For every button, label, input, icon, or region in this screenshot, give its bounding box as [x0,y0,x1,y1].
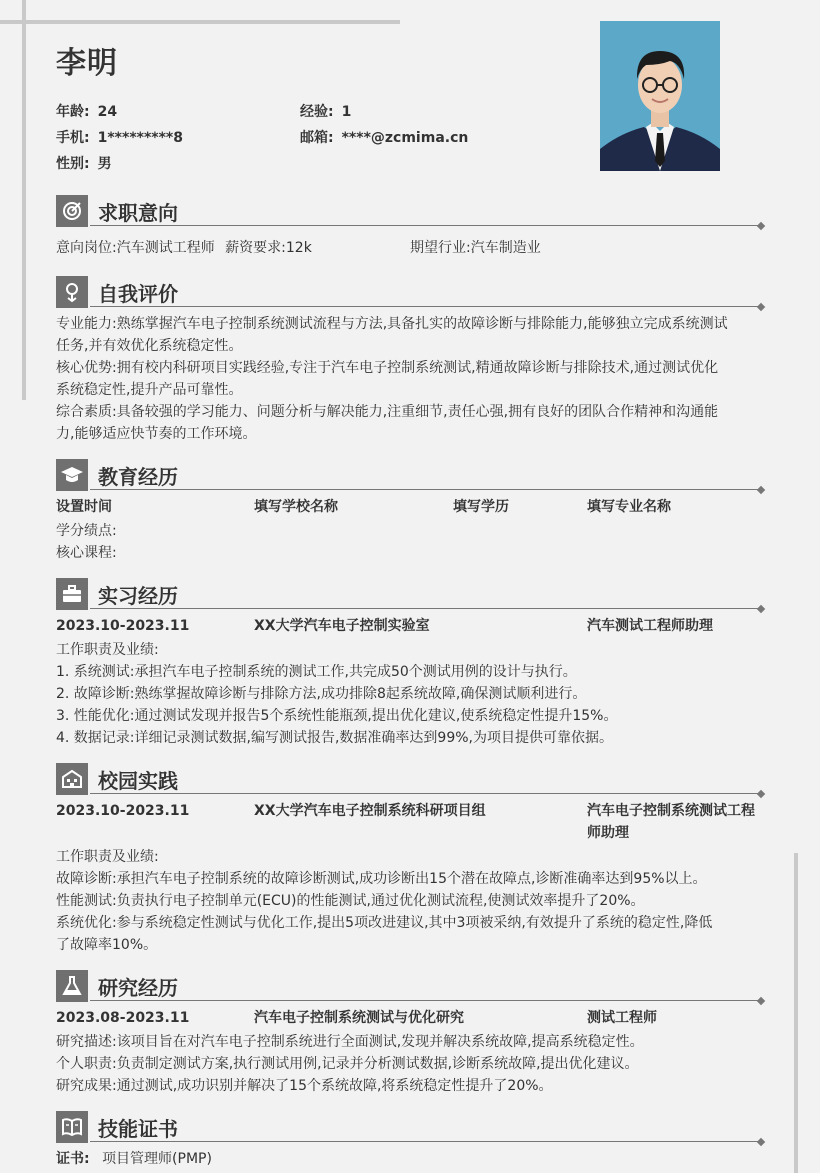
intent-industry: 期望行业:汽车制造业 [410,240,541,256]
campus-role-line: 师助理 [587,825,629,841]
skills-cert-row [56,1148,766,1170]
briefcase-icon [56,578,88,610]
campus-line: 系统优化:参与系统稳定性测试与优化工作,提出5项改进建议,其中3项被采纳,有效提升了系统的稳定性,降低 [56,915,713,931]
internship-line: 工作职责及业绩: [56,642,159,658]
self-eval-line: 专业能力:熟练掌握汽车电子控制系统测试流程与方法,具备扎实的故障诊断与排除能力,能够独立完成系统测试 [56,316,728,332]
section-header-skills [56,1111,764,1143]
experience-row [300,101,351,121]
education-gpa: 学分绩点: [56,523,117,539]
section-header-self-evaluation [56,276,764,308]
gender-row [56,153,112,173]
section-rule [90,1141,760,1142]
job-intent-row [56,237,766,259]
section-title: 实习经历 [98,584,178,608]
gender-label: 性别: [56,156,90,172]
age-value: 24 [97,104,118,120]
email-value: ****@zcmima.cn [341,130,469,146]
book-icon [56,1111,88,1143]
self-evaluation-icon [56,276,88,308]
decorative-vertical-line-right [794,853,798,1173]
campus-line: 性能测试:负责执行电子控制单元(ECU)的性能测试,通过优化测试流程,使测试效率提升了20%。 [56,893,645,909]
self-eval-line: 任务,并有效优化系统稳定性。 [56,338,243,354]
research-role: 测试工程师 [587,1010,657,1026]
section-header-research [56,970,764,1002]
internship-line: 4. 数据记录:详细记录测试数据,编写测试报告,数据准确率达到99%,为项目提供可靠依据。 [56,730,613,746]
section-rule [90,306,760,307]
section-title: 校园实践 [98,769,178,793]
section-rule [90,1000,760,1001]
internship-line: 1. 系统测试:承担汽车电子控制系统的测试工作,共完成50个测试用例的设计与执行。 [56,664,577,680]
section-header-education [56,459,764,491]
education-school: 填写学校名称 [254,499,338,515]
cert-value: 项目管理师(PMP) [102,1151,212,1167]
section-title: 研究经历 [98,976,178,1000]
research-time: 2023.08-2023.11 [56,1010,190,1026]
flask-icon [56,970,88,1002]
intent-salary: 薪资要求:12k [225,240,312,256]
target-icon [56,195,88,227]
section-rule [90,489,760,490]
research-project: 汽车电子控制系统测试与优化研究 [254,1010,464,1026]
section-rule-diamond [757,790,765,798]
intent-position: 意向岗位:汽车测试工程师 [56,240,215,256]
section-rule-diamond [757,1138,765,1146]
age-label: 年龄: [56,104,90,120]
campus-line: 工作职责及业绩: [56,849,159,865]
research-line: 研究成果:通过测试,成功识别并解决了15个系统故障,将系统稳定性提升了20%。 [56,1078,553,1094]
phone-row [56,127,183,147]
research-line: 个人职责:负责制定测试方案,执行测试用例,记录并分析测试数据,诊断系统故障,提出优化建议。 [56,1056,639,1072]
section-title: 教育经历 [98,465,178,489]
campus-line: 了故障率10%。 [56,937,158,953]
internship-line: 3. 性能优化:通过测试发现并报告5个系统性能瓶颈,提出优化建议,使系统稳定性提升15%。 [56,708,618,724]
education-courses: 核心课程: [56,545,117,561]
cert-label: 证书: [56,1151,90,1167]
education-time: 设置时间 [56,499,112,515]
section-rule-diamond [757,486,765,494]
building-icon [56,763,88,795]
phone-label: 手机: [56,130,90,146]
section-title: 求职意向 [98,201,178,225]
email-label: 邮箱: [300,130,334,146]
campus-org: XX大学汽车电子控制系统科研项目组 [254,803,486,819]
self-eval-line: 力,能够适应快节奏的工作环境。 [56,426,257,442]
email-row [300,127,468,147]
self-eval-line: 综合素质:具备较强的学习能力、问题分析与解决能力,注重细节,责任心强,拥有良好的团队合作精神和沟通能 [56,404,719,420]
section-rule [90,225,760,226]
internship-role: 汽车测试工程师助理 [587,618,713,634]
candidate-name: 李明 [56,46,118,81]
education-degree: 填写学历 [453,499,509,515]
campus-role-line: 汽车电子控制系统测试工程 [587,803,755,819]
section-rule-diamond [757,605,765,613]
age-row [56,101,117,121]
gender-value: 男 [97,156,112,172]
section-rule [90,608,760,609]
internship-line: 2. 故障诊断:熟练掌握故障诊断与排除方法,成功排除8起系统故障,确保测试顺利进行。 [56,686,587,702]
section-title: 技能证书 [98,1117,178,1141]
section-title: 自我评价 [98,282,178,306]
phone-value: 1*********8 [97,130,183,146]
education-major: 填写专业名称 [587,499,671,515]
section-rule-diamond [757,303,765,311]
self-eval-line: 核心优势:拥有校内科研项目实践经验,专注于汽车电子控制系统测试,精通故障诊断与排除技术,通过测试优化 [56,360,719,376]
decorative-horizontal-line [0,20,400,24]
research-line: 研究描述:该项目旨在对汽车电子控制系统进行全面测试,发现并解决系统故障,提高系统稳定性。 [56,1034,644,1050]
internship-org: XX大学汽车电子控制实验室 [254,618,430,634]
section-rule-diamond [757,222,765,230]
internship-time: 2023.10-2023.11 [56,618,190,634]
decorative-vertical-line [22,0,26,400]
section-header-internship [56,578,764,610]
campus-line: 故障诊断:承担汽车电子控制系统的故障诊断测试,成功诊断出15个潜在故障点,诊断准确率达到95%以上。 [56,871,707,887]
self-eval-line: 系统稳定性,提升产品可靠性。 [56,382,243,398]
section-rule [90,793,760,794]
campus-time: 2023.10-2023.11 [56,803,190,819]
section-rule-diamond [757,997,765,1005]
profile-photo [600,21,720,171]
section-header-job-intent [56,195,764,227]
campus-role [587,800,755,844]
section-header-campus-practice [56,763,764,795]
experience-value: 1 [341,104,352,120]
experience-label: 经验: [300,104,334,120]
graduation-cap-icon [56,459,88,491]
